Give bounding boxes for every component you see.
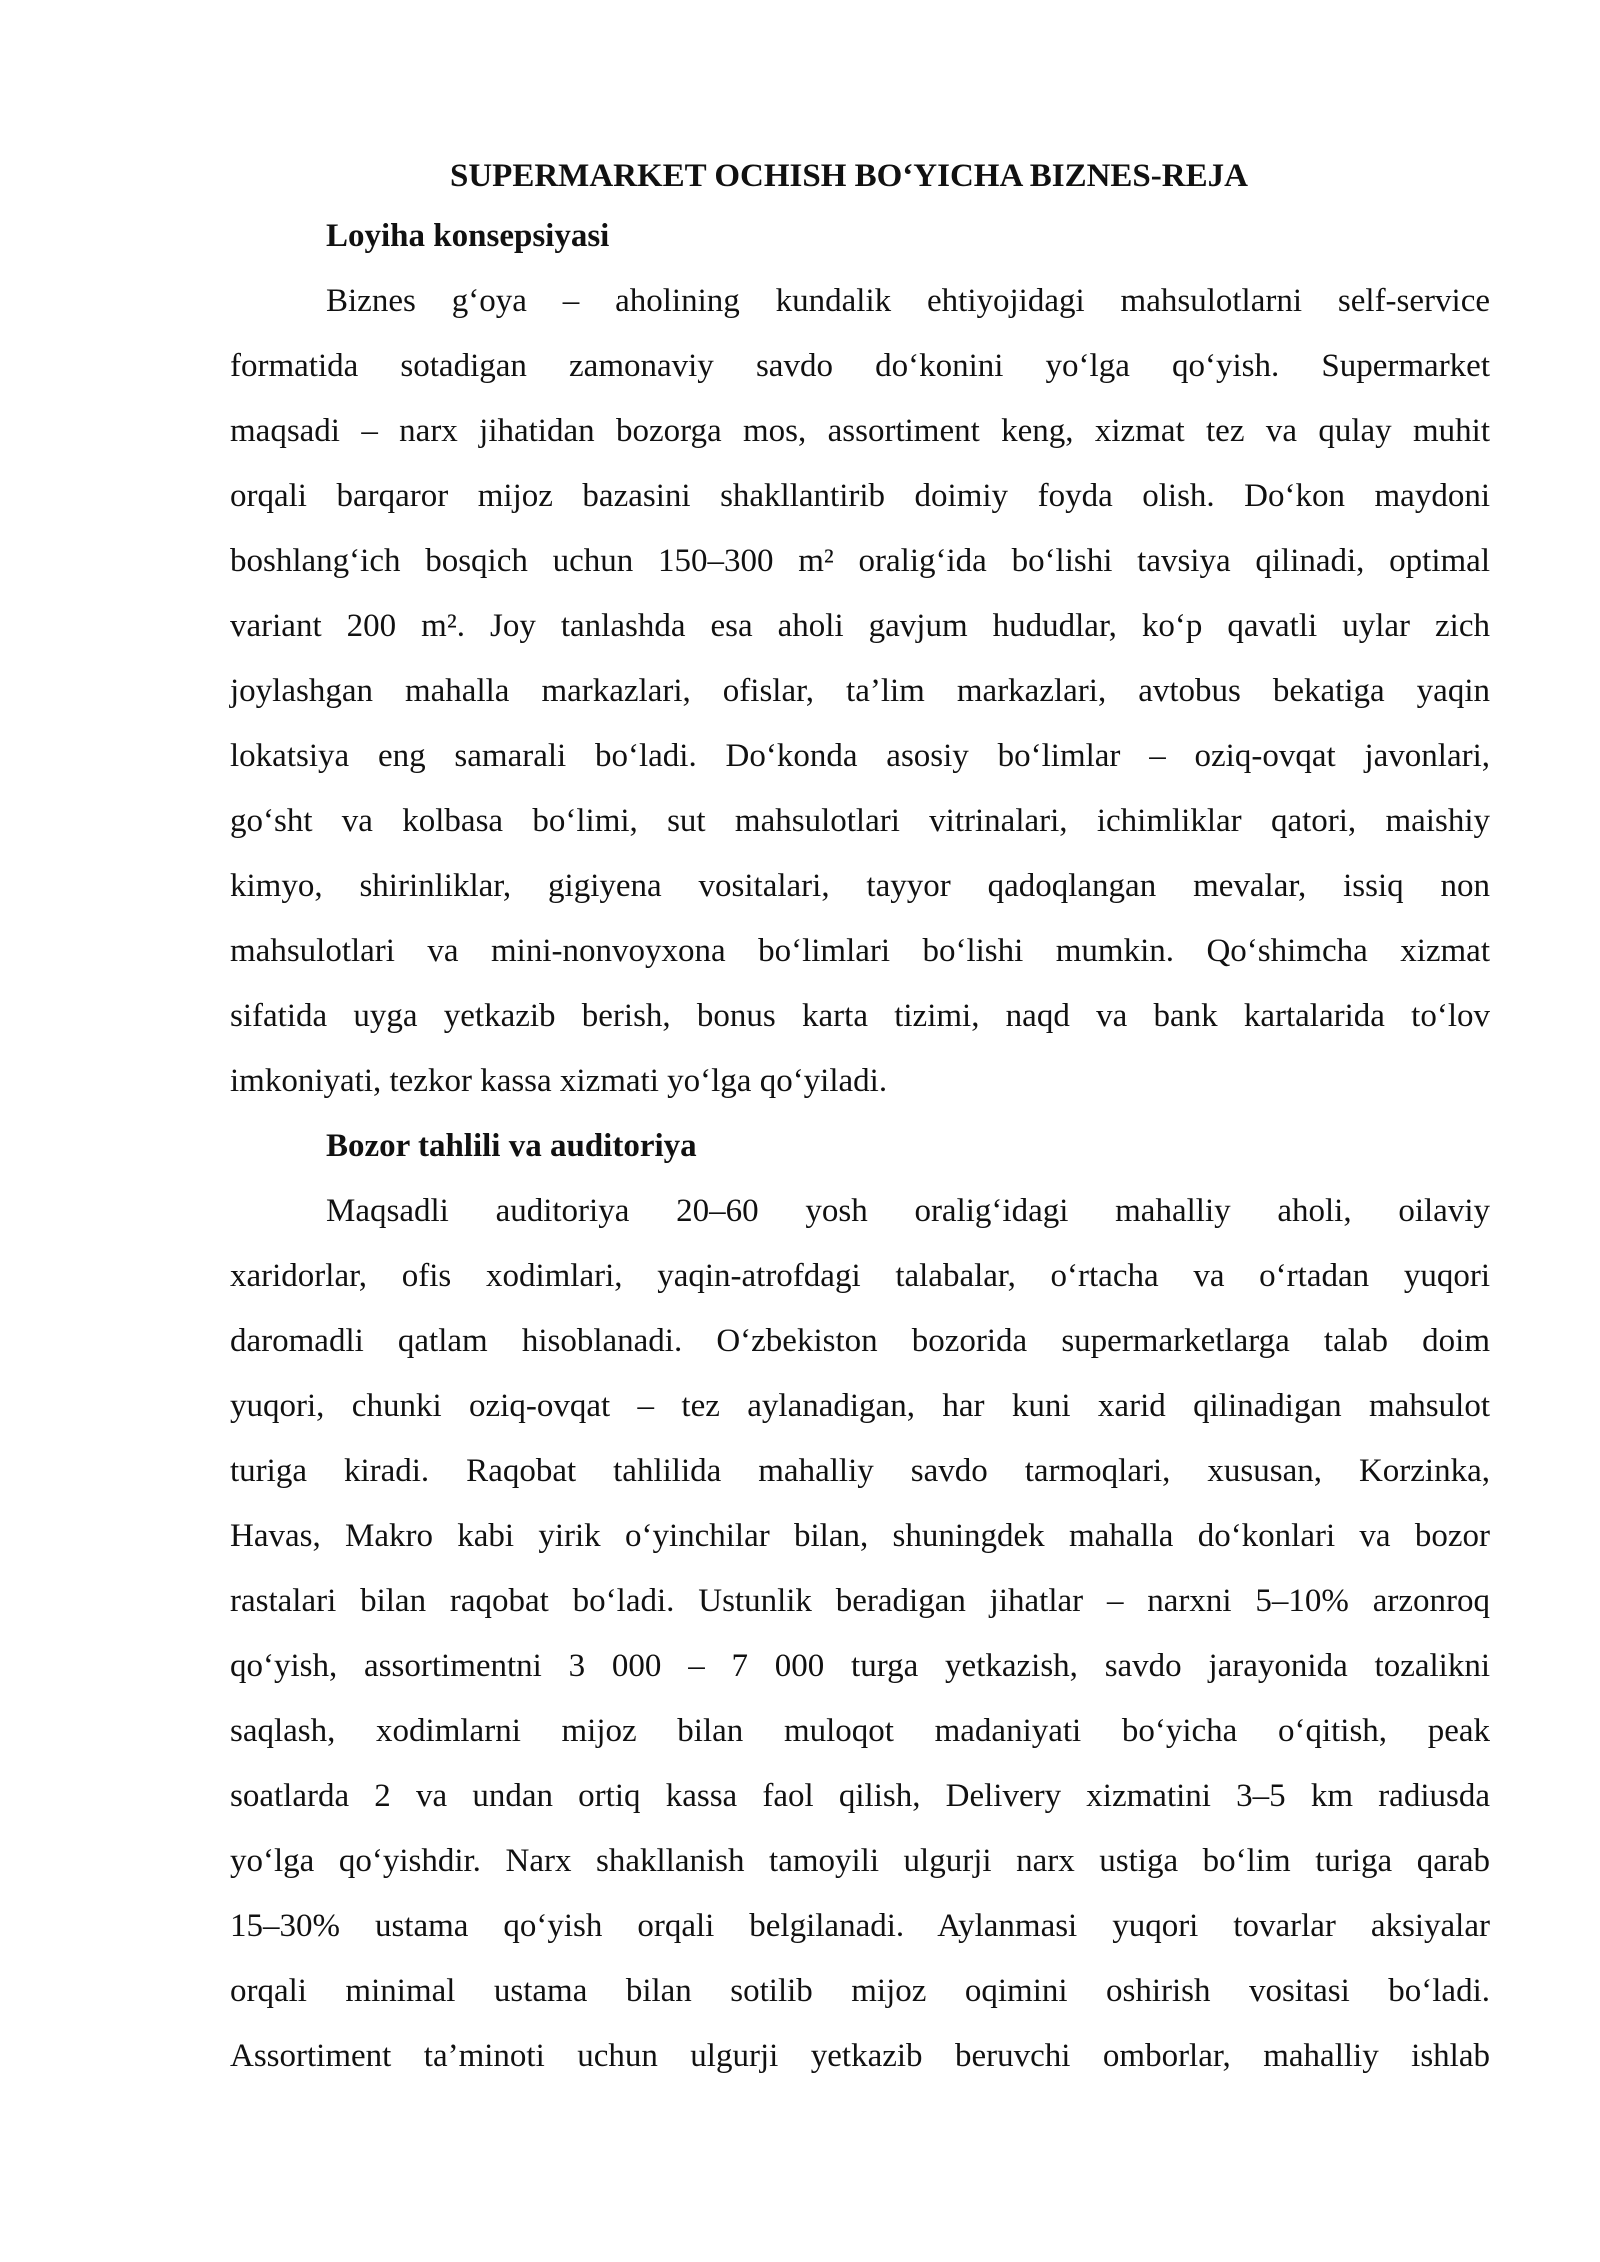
paragraph-line: go‘sht va kolbasa bo‘limi, sut mahsulotlari vitrinalari, ichimliklar qatori, maishiy [230, 803, 1490, 839]
paragraph-line: imkoniyati, tezkor kassa xizmati yo‘lga qo‘yiladi. [230, 1063, 888, 1099]
paragraph-line: formatida sotadigan zamonaviy savdo do‘konini yo‘lga qo‘yish. Supermarket [230, 348, 1490, 384]
paragraph-line: kimyo, shirinliklar, gigiyena vositalari, tayyor qadoqlangan mevalar, issiq non [230, 868, 1490, 904]
paragraph-line: maqsadi – narx jihatidan bozorga mos, assortiment keng, xizmat tez va qulay muhit [230, 413, 1490, 449]
paragraph-line: lokatsiya eng samarali bo‘ladi. Do‘konda asosiy bo‘limlar – oziq-ovqat javonlari, [230, 738, 1490, 774]
paragraph-line: 15–30% ustama qo‘yish orqali belgilanadi. Aylanmasi yuqori tovarlar aksiyalar [230, 1908, 1490, 1944]
paragraph-line: yuqori, chunki oziq-ovqat – tez aylanadigan, har kuni xarid qilinadigan mahsulot [230, 1388, 1490, 1424]
paragraph-line: sifatida uyga yetkazib berish, bonus karta tizimi, naqd va bank kartalarida to‘lov [230, 998, 1490, 1034]
document-title: SUPERMARKET OCHISH BO‘YICHA BIZNES-REJA [450, 158, 1248, 194]
paragraph-line: mahsulotlari va mini-nonvoyxona bo‘limlari bo‘lishi mumkin. Qo‘shimcha xizmat [230, 933, 1490, 969]
paragraph-line: orqali minimal ustama bilan sotilib mijoz oqimini oshirish vositasi bo‘ladi. [230, 1973, 1490, 2009]
paragraph-line: orqali barqaror mijoz bazasini shakllantirib doimiy foyda olish. Do‘kon maydoni [230, 478, 1490, 514]
section-heading: Loyiha konsepsiyasi [326, 218, 610, 254]
paragraph-line: saqlash, xodimlarni mijoz bilan muloqot madaniyati bo‘yicha o‘qitish, peak [230, 1713, 1490, 1749]
paragraph-line: Maqsadli auditoriya 20–60 yosh oralig‘idagi mahalliy aholi, oilaviy [326, 1193, 1490, 1229]
paragraph-line: Assortiment ta’minoti uchun ulgurji yetkazib beruvchi omborlar, mahalliy ishlab [230, 2038, 1490, 2074]
paragraph-line: Biznes g‘oya – aholining kundalik ehtiyojidagi mahsulotlarni self-service [326, 283, 1490, 319]
paragraph-line: xaridorlar, ofis xodimlari, yaqin-atrofdagi talabalar, o‘rtacha va o‘rtadan yuqori [230, 1258, 1490, 1294]
paragraph [230, 269, 1490, 1114]
paragraph-line: variant 200 m². Joy tanlashda esa aholi gavjum hududlar, ko‘p qavatli uylar zich [230, 608, 1490, 644]
document-content [230, 148, 1490, 2089]
paragraph-line: yo‘lga qo‘yishdir. Narx shakllanish tamoyili ulgurji narx ustiga bo‘lim turiga qarab [230, 1843, 1490, 1879]
paragraph-line: daromadli qatlam hisoblanadi. O‘zbekiston bozorida supermarketlarga talab doim [230, 1323, 1490, 1359]
paragraph-line: Havas, Makro kabi yirik o‘yinchilar bilan, shuningdek mahalla do‘konlari va bozor [230, 1518, 1490, 1554]
paragraph-line: boshlang‘ich bosqich uchun 150–300 m² oralig‘ida bo‘lishi tavsiya qilinadi, optimal [230, 543, 1490, 579]
paragraph [230, 1179, 1490, 2089]
paragraph-line: rastalari bilan raqobat bo‘ladi. Ustunlik beradigan jihatlar – narxni 5–10% arzonroq [230, 1583, 1490, 1619]
paragraph-line: turiga kiradi. Raqobat tahlilida mahalliy savdo tarmoqlari, xususan, Korzinka, [230, 1453, 1490, 1489]
paragraph-line: qo‘yish, assortimentni 3 000 – 7 000 turga yetkazish, savdo jarayonida tozalikni [230, 1648, 1490, 1684]
paragraph-line: soatlarda 2 va undan ortiq kassa faol qilish, Delivery xizmatini 3–5 km radiusda [230, 1778, 1490, 1814]
section-heading: Bozor tahlili va auditoriya [326, 1128, 697, 1164]
paragraph-line: joylashgan mahalla markazlari, ofislar, ta’lim markazlari, avtobus bekatiga yaqin [230, 673, 1490, 709]
